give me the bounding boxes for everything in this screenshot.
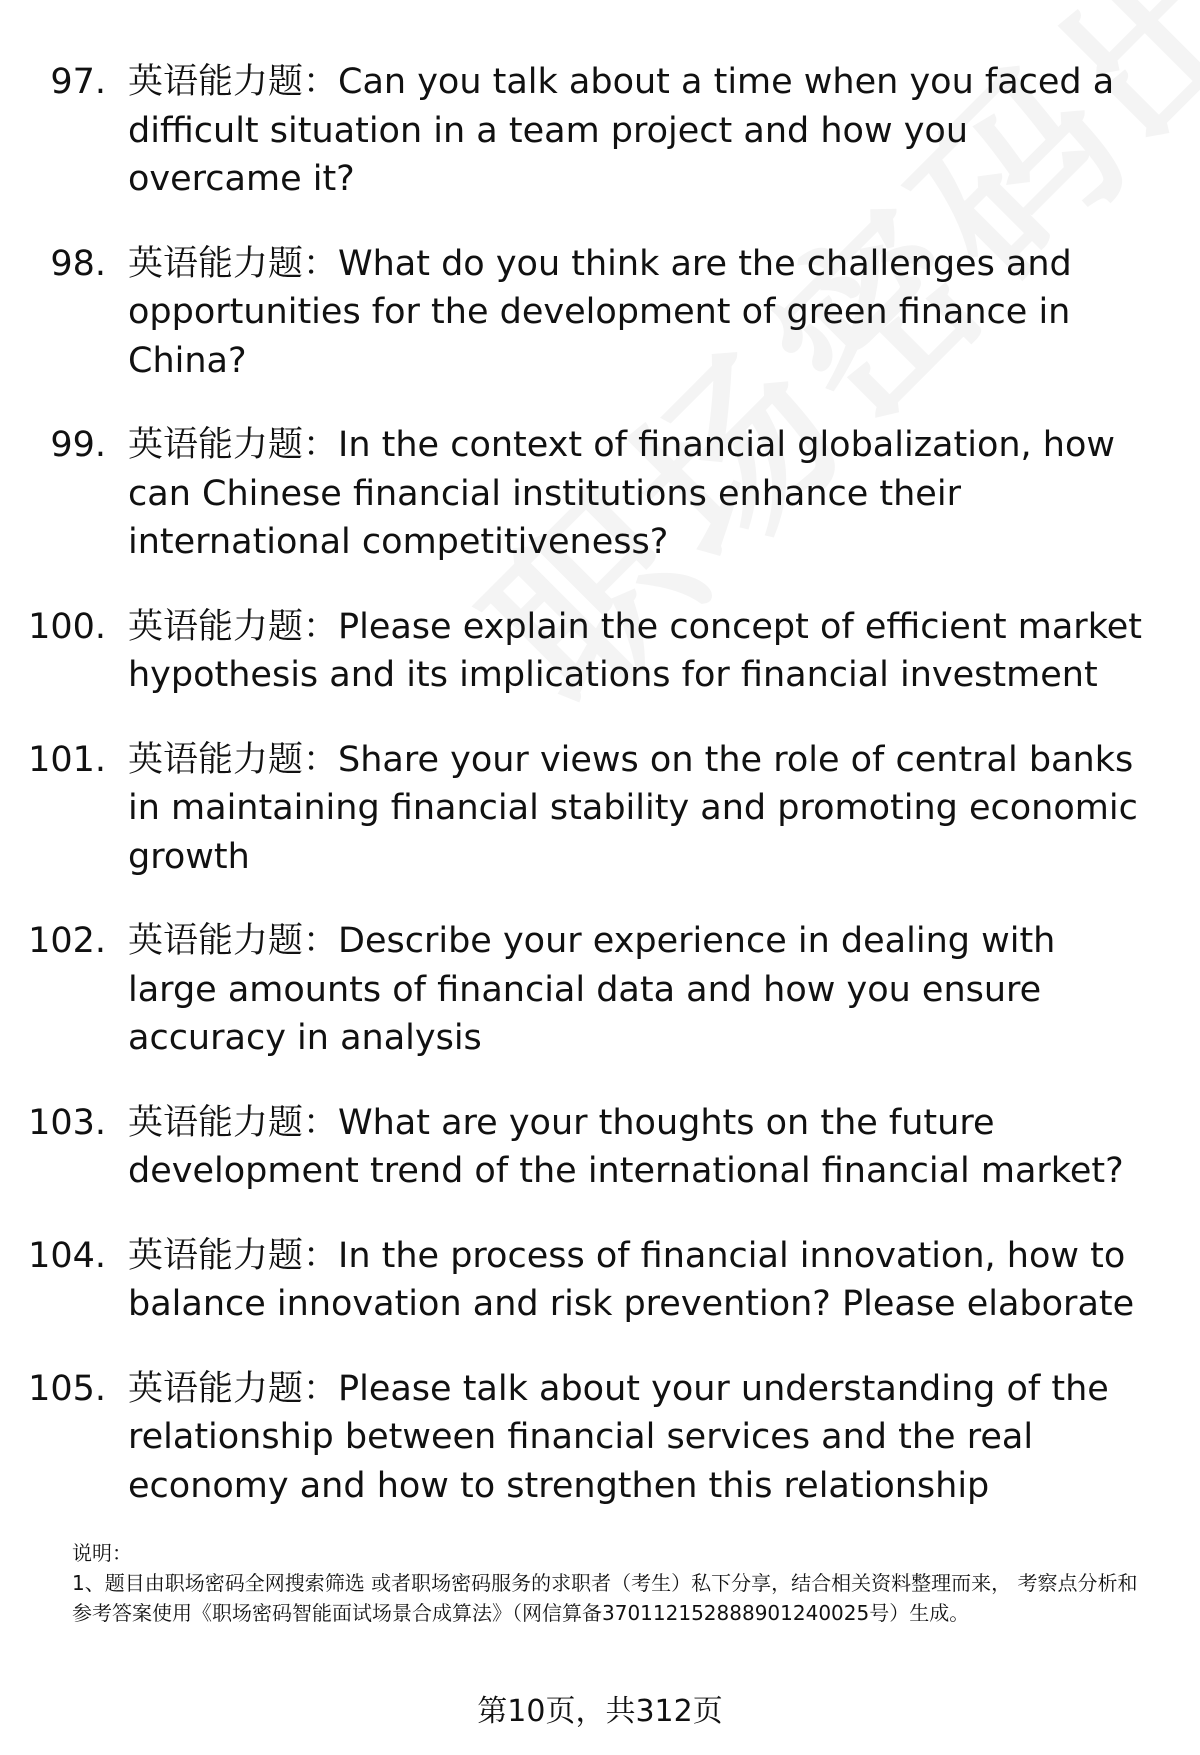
footer-notes: [72, 1538, 1152, 1628]
question-item: [0, 1365, 1200, 1511]
question-text: 英语能力题：Share your views on the role of central banks in maintaining financial stability and promoting economic growth: [128, 739, 1138, 877]
page-number: 第10页，共312页: [477, 1694, 723, 1729]
question-text: 英语能力题：In the context of financial globalization, how can Chinese financial institutions enhance their international competitiveness?: [128, 425, 1116, 562]
question-number: 104.: [28, 1235, 106, 1276]
question-number: 103.: [28, 1102, 106, 1143]
question-item: [0, 240, 1200, 386]
question-item: [0, 421, 1200, 567]
question-number: 97.: [50, 62, 106, 102]
question-text: 英语能力题：Can you talk about a time when you faced a difficult situation in a team project and how you overcame it?: [128, 62, 1115, 199]
notes-item: 1、题目由职场密码全网搜索筛选 或者职场密码服务的求职者（考生）私下分享，结合相关资料整理而来， 考察点分析和参考答案使用《职场密码智能面试场景合成算法》（网信算备370112152888901240025号）生成。: [72, 1571, 1138, 1625]
question-number: 102.: [28, 921, 106, 961]
question-number: 100.: [28, 606, 106, 647]
question-item: [0, 603, 1200, 700]
question-number: 105.: [28, 1368, 106, 1409]
question-text: 英语能力题：What do you think are the challenges and opportunities for the development of green finance in China?: [128, 243, 1072, 381]
question-text: 英语能力题：In the process of financial innovation, how to balance innovation and risk prevention? Please elaborate: [128, 1235, 1135, 1324]
question-item: [0, 1232, 1200, 1329]
question-item: [0, 58, 1200, 204]
notes-heading: 说明：: [72, 1541, 132, 1565]
question-item: [0, 917, 1200, 1063]
question-text: 英语能力题：What are your thoughts on the future development trend of the international financial market?: [128, 1102, 1124, 1191]
question-number: 99.: [50, 425, 106, 465]
question-text: 英语能力题：Describe your experience in dealing with large amounts of financial data and how you ensure accuracy in analysis: [128, 921, 1056, 1058]
question-text: 英语能力题：Please explain the concept of efficient market hypothesis and its implications for financial investment: [128, 606, 1142, 695]
question-item: [0, 736, 1200, 882]
question-number: 98.: [50, 243, 106, 284]
question-text: 英语能力题：Please talk about your understanding of the relationship between financial services and the real economy and how to strengthen this relationship: [128, 1368, 1109, 1506]
question-item: [0, 1099, 1200, 1196]
question-number: 101.: [28, 739, 106, 780]
question-list: [0, 58, 1200, 1546]
